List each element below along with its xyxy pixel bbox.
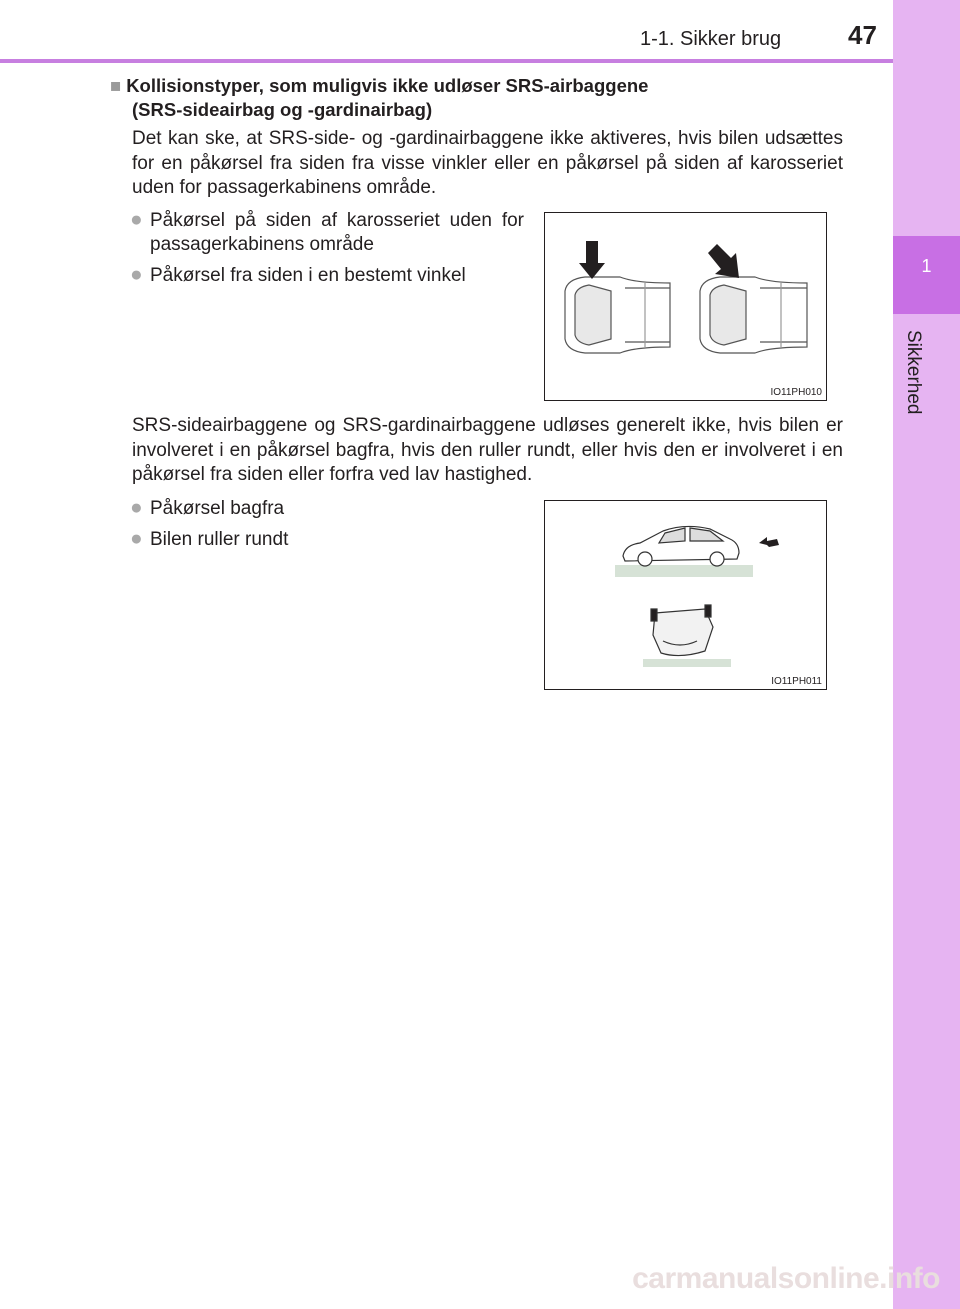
heading-line-1: Kollisionstyper, som muligvis ikke udløser SRS-airbaggene [126,75,649,96]
bullet-dot-icon: ● [130,263,143,286]
bullet-item [130,208,524,257]
page-number: 47 [848,20,877,50]
paragraph-2: SRS-sideairbaggene og SRS-gardinairbaggene udløses generelt ikke, hvis bilen er involveret i en påkørsel bagfra, hvis den ruller rundt, eller hvis den er involveret i en påkørsel fra siden eller forfra ved lav hastighed. [132,415,843,485]
paragraph-1: Det kan ske, at SRS-side- og -gardinairbaggene ikke aktiveres, hvis bilen udsættes for en påkørsel fra siden fra visse vinkler eller en påkørsel på siden af karosseriet uden for passagerkabinens område. [132,128,843,198]
bullet-dot-icon: ● [130,208,143,231]
bullet-text: Påkørsel fra siden i en bestemt vinkel [150,265,466,286]
header-rule [0,59,893,63]
header-section-title: 1-1. Sikker brug [640,28,782,50]
arrow-diagonal-icon [708,244,739,278]
bullet-item [130,527,289,552]
bullet-text: Påkørsel bagfra [150,498,285,519]
car-side-view-icon [623,526,739,566]
bullet-item [130,263,466,288]
figure-rear-rollover [544,500,827,690]
chapter-number: 1 [921,256,932,276]
ground-icon [643,659,731,667]
figure-code: IO11PH011 [771,676,822,687]
bullet-dot-icon: ● [130,527,143,550]
bullet-text: Påkørsel på siden af karosseriet uden for passagerkabinens område [150,210,524,255]
rear-rollover-illustration [545,501,826,689]
section-heading [110,74,648,122]
watermark: carmanualsonline.info [632,1262,940,1295]
side-chapter-bar [893,0,960,1309]
car-topview-right-icon [700,277,807,353]
car-topview-left-icon [565,277,670,353]
ground-icon [615,565,753,577]
bullet-dot-icon: ● [130,496,143,519]
side-impact-illustration [545,213,826,400]
figure-code: IO11PH010 [770,387,822,398]
chapter-label: Sikkerhed [903,330,924,415]
car-rolled-over-icon [651,605,713,656]
heading-line-2: (SRS-sideairbag og -gardinairbag) [132,99,433,120]
arrow-rear-impact-icon [759,537,779,547]
figure-side-impact [544,212,827,401]
bullet-text: Bilen ruller rundt [150,529,289,550]
heading-square-icon: ■ [110,75,122,96]
bullet-item [130,496,285,521]
arrow-down-icon [579,241,605,279]
